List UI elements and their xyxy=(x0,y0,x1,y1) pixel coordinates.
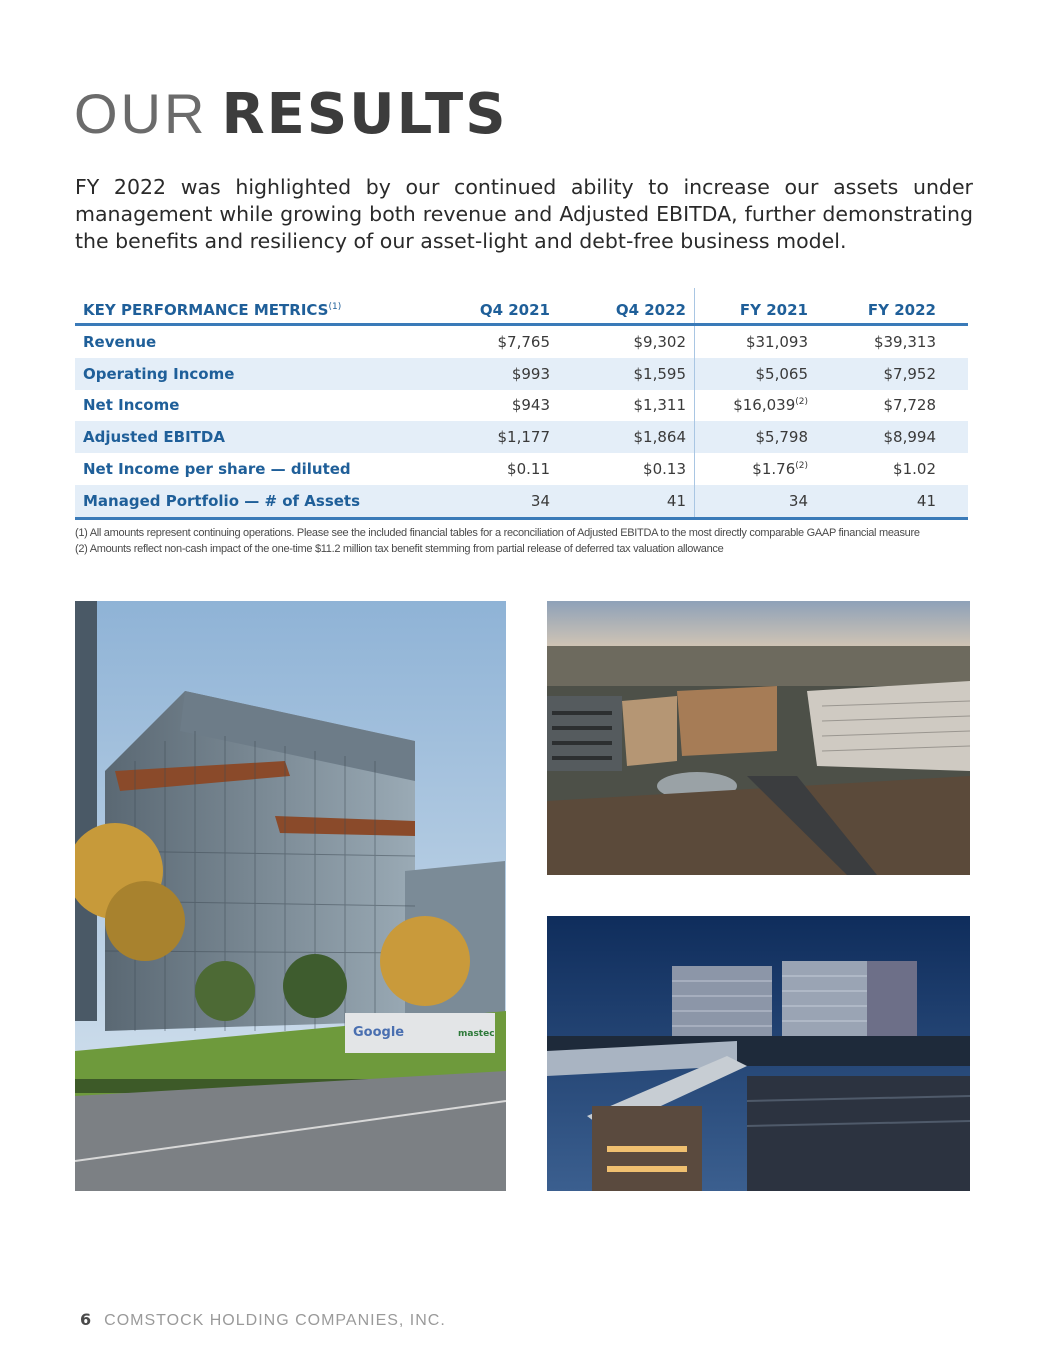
key-performance-metrics-table xyxy=(75,288,968,520)
cell-fy-2021 xyxy=(695,325,817,358)
office-building-illustration xyxy=(75,601,506,1191)
footnote-1: (1) All amounts represent continuing operations. Please see the included financial tables for a reconciliation of Adjusted EBITDA to the most directly comparable GAAP financial measure xyxy=(75,527,920,539)
cell-fy-2021 xyxy=(695,358,817,390)
page-footer xyxy=(80,1310,446,1330)
cell-q4-2022: 41 xyxy=(558,485,695,518)
cell-fy-2022: $39,313 xyxy=(873,332,936,351)
table-row xyxy=(75,485,968,518)
row-label: Net Income per share — diluted xyxy=(83,460,351,479)
cell-q4-2021: $1,177 xyxy=(447,421,558,453)
row-label: Revenue xyxy=(83,332,157,351)
cell-q4-2022: $1,595 xyxy=(558,358,695,390)
page-title-light: OUR xyxy=(74,82,208,145)
table-row xyxy=(75,390,968,422)
sign-mastec-text: mastec xyxy=(458,1029,495,1039)
header-fy-2021: FY 2021 xyxy=(695,288,817,325)
cell-q4-2021: 34 xyxy=(447,485,558,518)
cell-fy-2021-sup: (2) xyxy=(795,397,808,408)
table-header-row xyxy=(75,288,968,325)
header-label-sup: (1) xyxy=(328,302,342,312)
table-row xyxy=(75,421,968,453)
cell-q4-2022: $1,311 xyxy=(558,390,695,422)
night-station-illustration xyxy=(547,916,970,1191)
page-number: 6 xyxy=(80,1310,93,1329)
header-label xyxy=(75,288,447,325)
row-label: Net Income xyxy=(83,396,180,415)
cell-fy-2021-value: 34 xyxy=(788,491,808,510)
page-title-bold: RESULTS xyxy=(221,82,508,147)
cell-fy-2021-sup: (2) xyxy=(795,461,808,472)
night-station-photo xyxy=(547,916,970,1191)
cell-fy-2022: $7,952 xyxy=(816,358,968,390)
table-row xyxy=(75,325,968,358)
aerial-campus-photo xyxy=(547,601,970,875)
cell-fy-2022: 41 xyxy=(816,485,968,518)
header-q4-2021: Q4 2021 xyxy=(447,288,558,325)
cell-fy-2021-value: $16,039 xyxy=(733,396,796,415)
cell-fy-2021 xyxy=(695,421,817,453)
header-label-text: KEY PERFORMANCE METRICS xyxy=(83,301,329,319)
cell-q4-2022: $1,864 xyxy=(558,421,695,453)
table-row xyxy=(75,453,968,485)
cell-fy-2022: $7,728 xyxy=(883,396,936,415)
cell-fy-2021 xyxy=(695,485,817,518)
row-label: Adjusted EBITDA xyxy=(75,421,447,453)
cell-q4-2021: $993 xyxy=(447,358,558,390)
cell-fy-2022: $8,994 xyxy=(816,421,968,453)
office-building-photo xyxy=(75,601,506,1191)
cell-fy-2021-value: $5,798 xyxy=(755,428,808,447)
header-fy-2022: FY 2022 xyxy=(816,288,968,325)
cell-q4-2021: $943 xyxy=(511,396,550,415)
cell-fy-2022: $1.02 xyxy=(893,460,936,479)
sign-google-text: Google xyxy=(353,1025,405,1040)
cell-fy-2021 xyxy=(695,453,817,485)
footnotes xyxy=(75,525,975,557)
footnote-2: (2) Amounts reflect non-cash impact of the one-time $11.2 million tax benefit stemming from partial release of deferred tax valuation allowance xyxy=(75,543,724,555)
cell-fy-2021-value: $31,093 xyxy=(745,332,808,351)
cell-fy-2021 xyxy=(695,390,817,422)
row-label: Managed Portfolio — # of Assets xyxy=(75,485,447,518)
table-row xyxy=(75,358,968,390)
aerial-campus-illustration xyxy=(547,601,970,875)
company-name: COMSTOCK HOLDING COMPANIES, INC. xyxy=(104,1312,446,1329)
cell-q4-2022: $9,302 xyxy=(558,325,695,358)
cell-q4-2022: $0.13 xyxy=(558,453,695,485)
page-title xyxy=(74,82,508,147)
header-q4-2022: Q4 2022 xyxy=(558,288,695,325)
cell-q4-2021: $0.11 xyxy=(507,460,550,479)
cell-q4-2021: $7,765 xyxy=(497,332,550,351)
cell-fy-2021-value: $1.76 xyxy=(752,460,796,479)
row-label: Operating Income xyxy=(75,358,447,390)
intro-paragraph: FY 2022 was highlighted by our continued ability to increase our assets under management while growing both revenue and Adjusted EBITDA, further demonstrating the benefits and resiliency of our asset-light and debt-free business model. xyxy=(75,175,973,253)
cell-fy-2021-value: $5,065 xyxy=(755,364,808,383)
